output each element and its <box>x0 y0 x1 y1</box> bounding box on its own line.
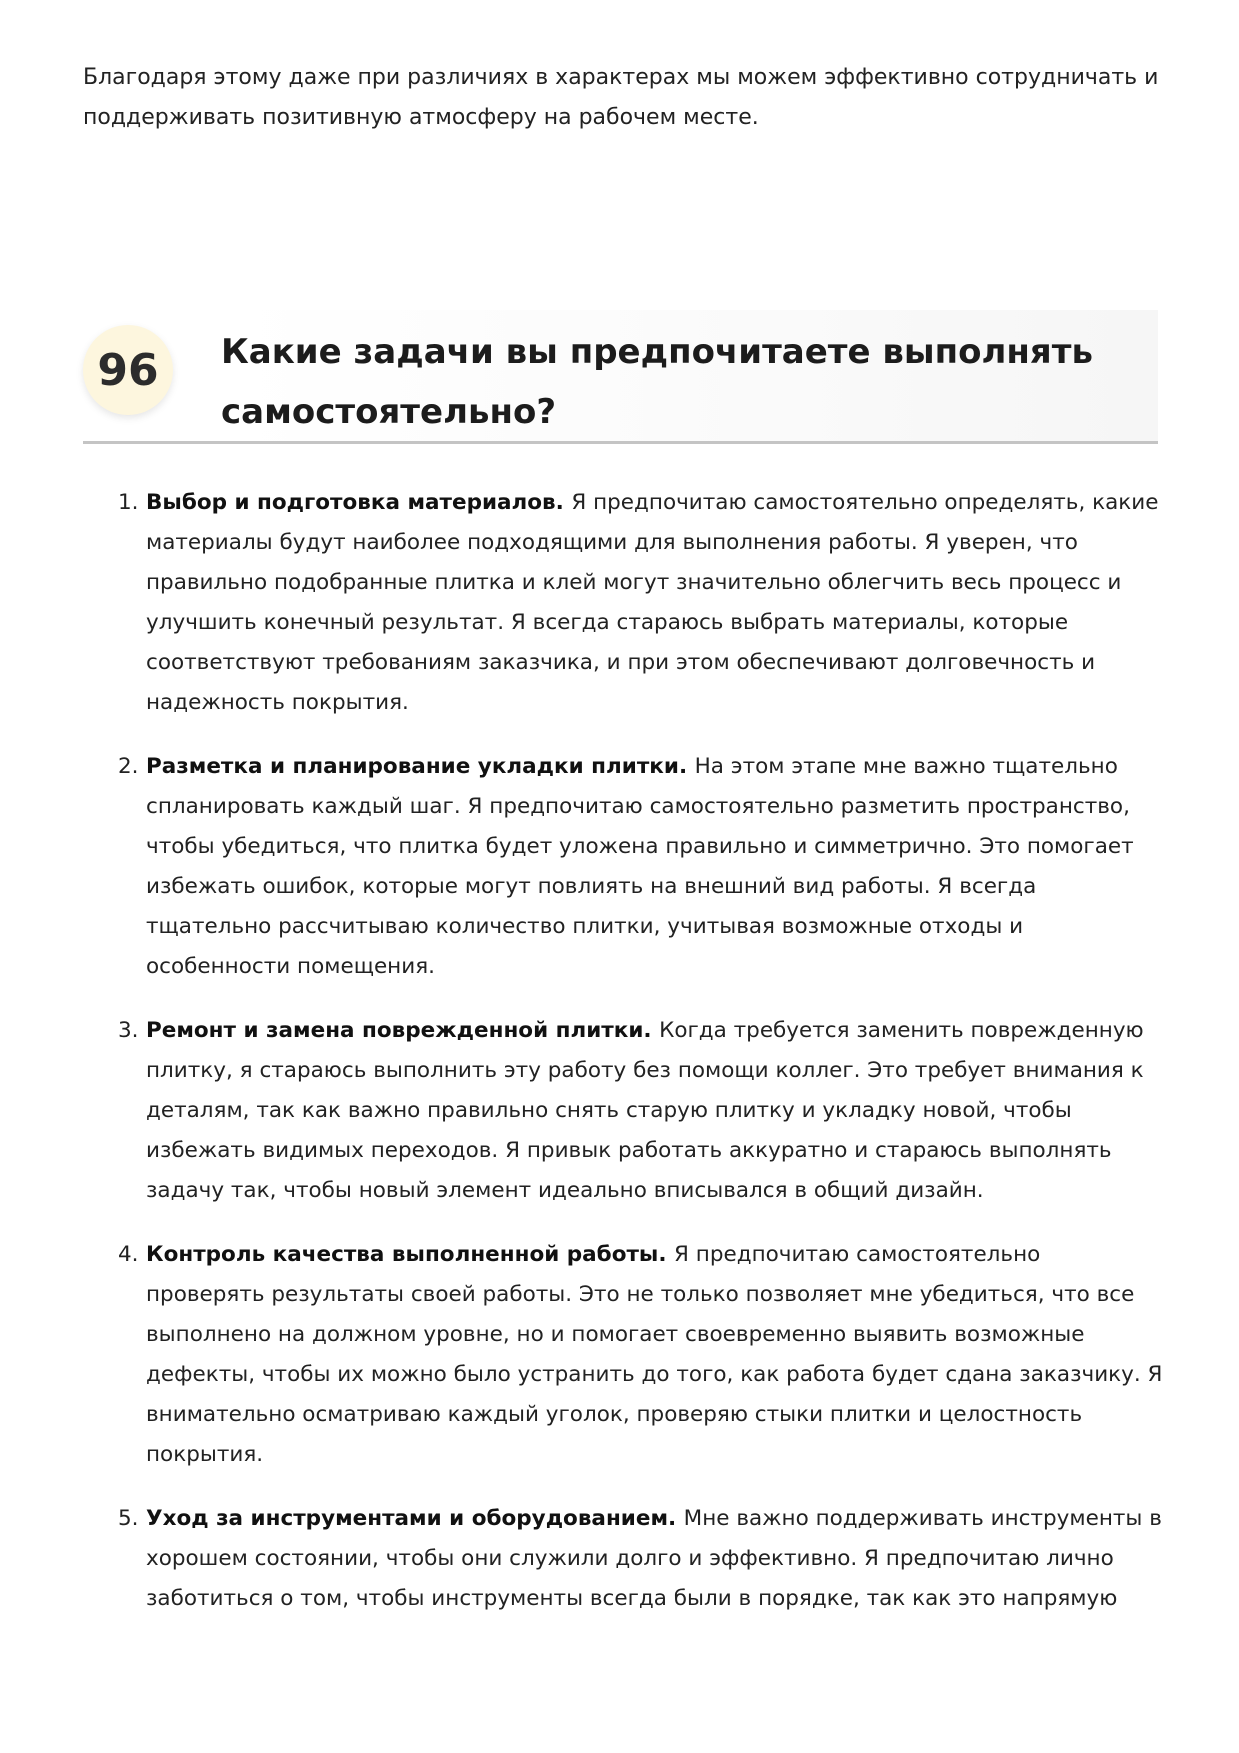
answer-list <box>83 483 1163 1643</box>
answer-item-3 <box>83 1011 1163 1211</box>
answer-item-2 <box>83 747 1163 987</box>
answer-item-4 <box>83 1235 1163 1475</box>
answer-number: 2. <box>118 754 139 779</box>
answer-lead: Разметка и планирование укладки плитки. <box>146 754 695 779</box>
answer-text: Я предпочитаю самостоятельно определять, какие материалы будут наиболее подходящими для выполнения работы. Я уверен, что правильно подобранные плитка и клей могут значительно облегчить весь процесс и улучшить конечный результат. Я всегда стараюсь выбрать материалы, которые соответствуют требованиям заказчика, и при этом обеспечивают долговечность и надежность покрытия. <box>146 490 1159 715</box>
intro-paragraph: Благодаря этому даже при различиях в характерах мы можем эффективно сотрудничать и поддерживать позитивную атмосферу на рабочем месте. <box>83 65 1159 130</box>
answer-lead: Уход за инструментами и оборудованием. <box>146 1506 684 1531</box>
answer-number: 4. <box>118 1242 139 1267</box>
question-title: Какие задачи вы предпочитаете выполнять самостоятельно? <box>221 332 1093 432</box>
question-header <box>83 310 1158 444</box>
answer-item-5 <box>83 1499 1163 1619</box>
answer-lead: Выбор и подготовка материалов. <box>146 490 572 515</box>
answer-lead: Ремонт и замена поврежденной плитки. <box>146 1018 660 1043</box>
answer-text: На этом этапе мне важно тщательно спланировать каждый шаг. Я предпочитаю самостоятельно разметить пространство, чтобы убедиться, что плитка будет уложена правильно и симметрично. Это помогает избежать ошибок, которые могут повлиять на внешний вид работы. Я всегда тщательно рассчитываю количество плитки, учитывая возможные отходы и особенности помещения. <box>146 754 1134 979</box>
answer-text: Мне важно поддерживать инструменты в хорошем состоянии, чтобы они служили долго и эффективно. Я предпочитаю лично заботиться о том, чтобы инструменты всегда были в порядке, так как это напрямую <box>146 1506 1162 1611</box>
answer-item-1 <box>83 483 1163 723</box>
question-number-badge: 96 <box>83 325 173 415</box>
answer-lead: Контроль качества выполненной работы. <box>146 1242 675 1267</box>
answer-number: 3. <box>118 1018 139 1043</box>
answer-text: Когда требуется заменить поврежденную плитку, я стараюсь выполнить эту работу без помощи коллег. Это требует внимания к деталям, так как важно правильно снять старую плитку и укладку новой, чтобы избежать видимых переходов. Я привык работать аккуратно и стараюсь выполнять задачу так, чтобы новый элемент идеально вписывался в общий дизайн. <box>146 1018 1144 1203</box>
answer-text: Я предпочитаю самостоятельно проверять результаты своей работы. Это не только позволяет мне убедиться, что все выполнено на должном уровне, но и помогает своевременно выявить возможные дефекты, чтобы их можно было устранить до того, как работа будет сдана заказчику. Я внимательно осматриваю каждый уголок, проверяю стыки плитки и целостность покрытия. <box>146 1242 1163 1467</box>
answer-number: 1. <box>118 490 139 515</box>
answer-number: 5. <box>118 1506 139 1531</box>
